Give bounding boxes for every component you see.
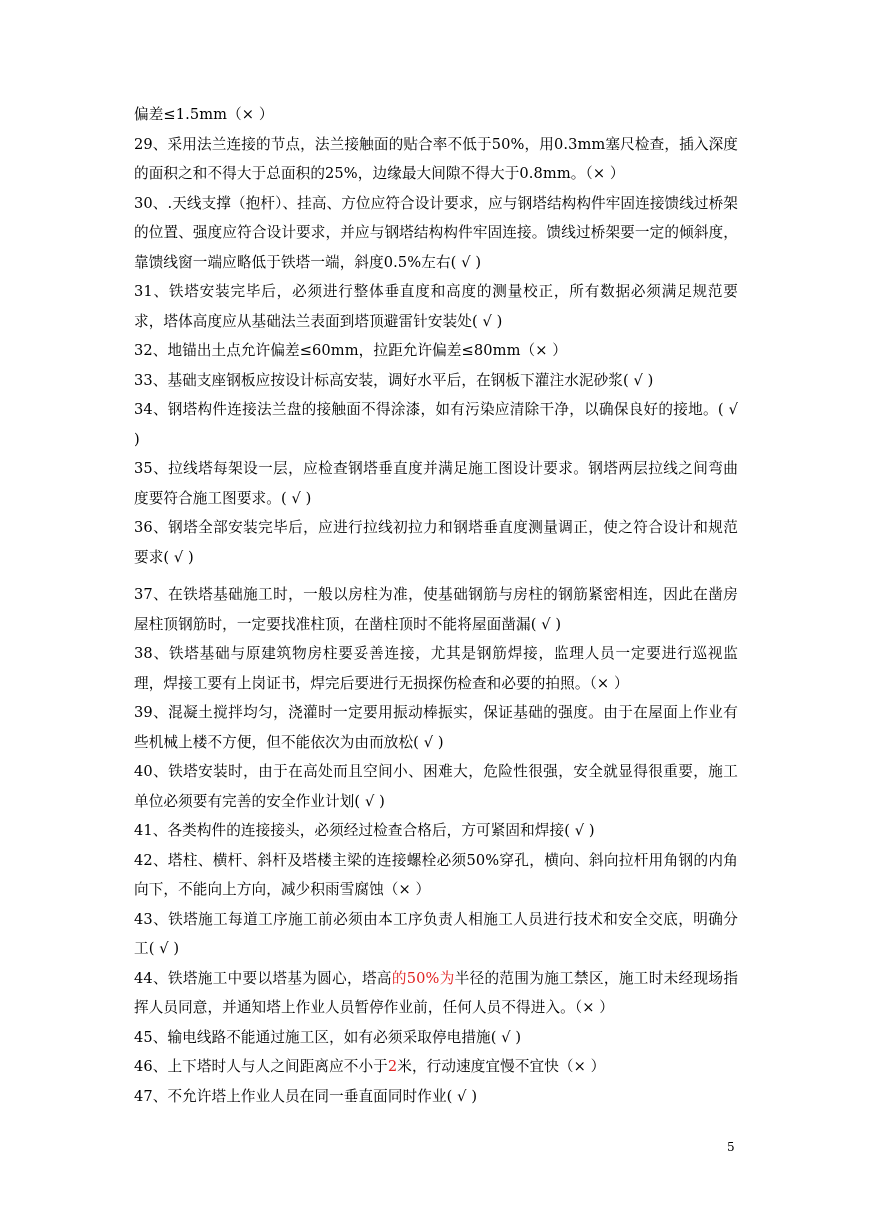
item-43: 43、铁塔施工每道工序施工前必须由本工序负责人相施工人员进行技术和安全交底，明确分工( √ ) [134, 910, 738, 957]
item-41: 41、各类构件的连接接头，必须经过检查合格后，方可紧固和焊接( √ ) [134, 822, 595, 839]
item-45: 45、输电线路不能通过施工区，如有必须采取停电措施( √ ) [134, 1028, 522, 1046]
item-32: 32、地锚出土点允许偏差≤60mm，拉距允许偏差≤80mm（× ） [134, 342, 567, 359]
item-31: 31、铁塔安装完毕后，必须进行整体垂直度和高度的测量校正，所有数据必须满足规范要求，塔体高度应从基础法兰表面到塔顶避雷针安装处( √ ) [134, 283, 738, 330]
item-44-highlight: 的50%为 [391, 969, 455, 987]
item-46 [134, 1052, 738, 1082]
item-44-part-1: 44、铁塔施工中要以塔基为圆心，塔高 [134, 969, 392, 987]
item-46-part-2: 米，行动速度宜慢不宜快（× ） [397, 1058, 606, 1075]
item-47: 47、不允许塔上作业人员在同一垂直面同时作业( √ ) [134, 1087, 478, 1105]
item-continuation: 偏差≤1.5mm（× ） [134, 106, 274, 123]
item-37: 37、在铁塔基础施工时，一般以房柱为准，使基础钢筋与房柱的钢筋紧密相连，因此在凿房屋柱顶钢筋时，一定要找准柱顶，在凿柱顶时不能将屋面凿漏( √ ) [134, 586, 738, 633]
item-38: 38、铁塔基础与原建筑物房柱要妥善连接，尤其是钢筋焊接，监理人员一定要进行巡视监理，焊接工要有上岗证书，焊完后要进行无损探伤检查和必要的拍照。（× ） [134, 645, 738, 692]
item-34: 34、钢塔构件连接法兰盘的接触面不得涂漆，如有污染应清除干净，以确保良好的接地。( √ ) [134, 401, 738, 448]
item-36: 36、钢塔全部安装完毕后，应进行拉线初拉力和钢塔垂直度测量调正，使之符合设计和规范要求( √ ) [134, 519, 738, 566]
item-46-part-1: 46、上下塔时人与人之间距离应不小于 [134, 1058, 388, 1075]
item-46-highlight: 2 [387, 1058, 398, 1075]
item-40: 40、铁塔安装时，由于在高处而且空间小、困难大，危险性很强，安全就显得很重要，施工单位必须要有完善的安全作业计划( √ ) [134, 763, 738, 810]
item-33: 33、基础支座钢板应按设计标高安装，调好水平后，在钢板下灌注水泥砂浆( √ ) [134, 371, 654, 389]
item-30: 30、.天线支撑（抱杆）、挂高、方位应符合设计要求，应与钢塔结构构件牢固连接馈线过桥架的位置、强度应符合设计要求，并应与钢塔结构构件牢固连接。馈线过桥架要一定的倾斜度，靠馈线窗一端应略低于铁塔一端，斜度0.5%左右( √ ) [134, 194, 738, 271]
item-39: 39、混凝土搅拌均匀，浇灌时一定要用振动棒振实，保证基础的强度。由于在屋面上作业有些机械上楼不方便，但不能依次为由而放松( √ ) [134, 704, 738, 751]
page-number: 5 [727, 1140, 735, 1154]
item-29: 29、采用法兰连接的节点，法兰接触面的贴合率不低于50%，用0.3mm塞尺检查，插入深度的面积之和不得大于总面积的25%，边缘最大间隙不得大于0.8mm。（× ） [134, 135, 738, 182]
page-body [134, 100, 738, 1111]
item-44-part-2: 半径的范围为施工禁区，施工时未经现场指挥人员同意，并通知塔上作业人员暂停作业前，任何人员不得进入。（× ） [134, 969, 739, 1016]
item-44 [134, 964, 738, 1023]
item-42: 42、塔柱、横杆、斜杆及塔楼主梁的连接螺栓必须50%穿孔，横向、斜向拉杆用角钢的内角向下，不能向上方向，减少积雨雪腐蚀（× ） [134, 851, 738, 898]
item-35: 35、拉线塔每架设一层，应检查钢塔垂直度并满足施工图设计要求。钢塔两层拉线之间弯曲度要符合施工图要求。( √ ) [134, 460, 738, 507]
